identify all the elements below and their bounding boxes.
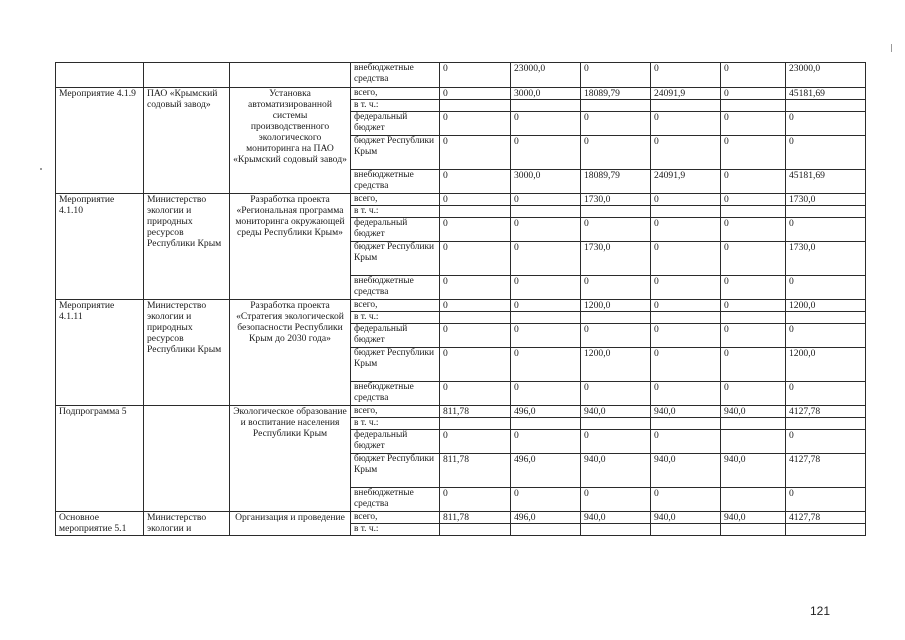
value-cell: 18089,79 bbox=[581, 88, 651, 100]
value-cell: 4127,78 bbox=[786, 512, 866, 524]
funding-source-cell: бюджет Республики Крым bbox=[351, 348, 440, 382]
value-cell: 0 bbox=[440, 218, 511, 242]
value-cell: 940,0 bbox=[581, 406, 651, 418]
value-cell: 940,0 bbox=[581, 512, 651, 524]
value-cell: 3000,0 bbox=[511, 88, 581, 100]
value-cell bbox=[651, 418, 721, 430]
value-cell: 0 bbox=[651, 276, 721, 300]
description-cell: Экологическое образование и воспитание населения Республики Крым bbox=[230, 406, 351, 512]
value-cell: 24091,9 bbox=[651, 88, 721, 100]
value-cell: 0 bbox=[651, 63, 721, 88]
value-cell: 0 bbox=[786, 136, 866, 170]
value-cell bbox=[511, 100, 581, 112]
value-cell bbox=[786, 524, 866, 536]
funding-source-cell: федеральный бюджет bbox=[351, 430, 440, 454]
funding-source-cell: бюджет Республики Крым bbox=[351, 454, 440, 488]
value-cell: 1730,0 bbox=[786, 194, 866, 206]
value-cell: 0 bbox=[581, 136, 651, 170]
value-cell: 0 bbox=[511, 218, 581, 242]
executor-cell bbox=[144, 406, 230, 512]
event-cell: Подпрограмма 5 bbox=[56, 406, 144, 512]
value-cell bbox=[511, 312, 581, 324]
value-cell bbox=[651, 206, 721, 218]
value-cell: 0 bbox=[786, 276, 866, 300]
value-cell: 940,0 bbox=[581, 454, 651, 488]
value-cell bbox=[786, 206, 866, 218]
value-cell: 24091,9 bbox=[651, 170, 721, 194]
funding-source-cell: бюджет Республики Крым bbox=[351, 136, 440, 170]
value-cell: 0 bbox=[721, 194, 786, 206]
value-cell: 1200,0 bbox=[786, 300, 866, 312]
funding-source-cell: бюджет Республики Крым bbox=[351, 242, 440, 276]
value-cell bbox=[440, 524, 511, 536]
value-cell: 0 bbox=[721, 136, 786, 170]
value-cell: 1730,0 bbox=[786, 242, 866, 276]
value-cell bbox=[651, 524, 721, 536]
funding-source-cell: всего, bbox=[351, 88, 440, 100]
value-cell: 0 bbox=[511, 488, 581, 512]
value-cell bbox=[511, 418, 581, 430]
funding-source-cell: внебюджетные средства bbox=[351, 382, 440, 406]
value-cell: 811,78 bbox=[440, 512, 511, 524]
value-cell: 0 bbox=[440, 112, 511, 136]
event-cell bbox=[56, 63, 144, 88]
value-cell: 496,0 bbox=[511, 454, 581, 488]
funding-source-cell: федеральный бюджет bbox=[351, 112, 440, 136]
value-cell: 0 bbox=[581, 276, 651, 300]
value-cell: 0 bbox=[786, 488, 866, 512]
executor-cell: Министерство экологии и природных ресурсов Республики Крым bbox=[144, 194, 230, 300]
value-cell bbox=[786, 418, 866, 430]
value-cell: 0 bbox=[581, 382, 651, 406]
value-cell: 0 bbox=[651, 348, 721, 382]
value-cell: 0 bbox=[721, 348, 786, 382]
value-cell: 0 bbox=[581, 324, 651, 348]
value-cell: 0 bbox=[721, 276, 786, 300]
value-cell bbox=[581, 100, 651, 112]
value-cell: 0 bbox=[440, 276, 511, 300]
value-cell: 0 bbox=[721, 63, 786, 88]
value-cell bbox=[651, 312, 721, 324]
value-cell: 23000,0 bbox=[511, 63, 581, 88]
value-cell: 0 bbox=[721, 170, 786, 194]
value-cell: 0 bbox=[440, 136, 511, 170]
page-number: 121 bbox=[810, 604, 831, 618]
value-cell: 4127,78 bbox=[786, 406, 866, 418]
value-cell: 0 bbox=[440, 63, 511, 88]
funding-source-cell: в т. ч.: bbox=[351, 100, 440, 112]
value-cell: 0 bbox=[440, 194, 511, 206]
value-cell: 0 bbox=[511, 276, 581, 300]
value-cell bbox=[786, 100, 866, 112]
value-cell: 0 bbox=[581, 430, 651, 454]
event-cell: Мероприятие 4.1.10 bbox=[56, 194, 144, 300]
value-cell: 811,78 bbox=[440, 406, 511, 418]
value-cell: 1200,0 bbox=[786, 348, 866, 382]
value-cell: 0 bbox=[651, 136, 721, 170]
value-cell: 0 bbox=[651, 242, 721, 276]
value-cell: 940,0 bbox=[721, 512, 786, 524]
value-cell: 0 bbox=[721, 88, 786, 100]
value-cell bbox=[721, 524, 786, 536]
value-cell: 0 bbox=[440, 88, 511, 100]
value-cell: 0 bbox=[651, 382, 721, 406]
value-cell: 0 bbox=[721, 300, 786, 312]
description-cell: Разработка проекта «Региональная программа мониторинга окружающей среды Республики Крым» bbox=[230, 194, 351, 300]
value-cell bbox=[721, 100, 786, 112]
value-cell bbox=[581, 418, 651, 430]
value-cell: 0 bbox=[651, 218, 721, 242]
event-cell: Мероприятие 4.1.9 bbox=[56, 88, 144, 194]
value-cell: 0 bbox=[651, 430, 721, 454]
executor-cell: Министерство экологии и bbox=[144, 512, 230, 536]
value-cell: 0 bbox=[511, 430, 581, 454]
funding-source-cell: федеральный бюджет bbox=[351, 218, 440, 242]
funding-source-cell: в т. ч.: bbox=[351, 524, 440, 536]
executor-cell: ПАО «Крымский содовый завод» bbox=[144, 88, 230, 194]
funding-source-cell: всего, bbox=[351, 406, 440, 418]
value-cell bbox=[440, 418, 511, 430]
description-cell bbox=[230, 63, 351, 88]
value-cell: 3000,0 bbox=[511, 170, 581, 194]
executor-cell bbox=[144, 63, 230, 88]
value-cell: 0 bbox=[786, 112, 866, 136]
funding-source-cell: внебюджетные средства bbox=[351, 63, 440, 88]
value-cell bbox=[721, 312, 786, 324]
value-cell: 0 bbox=[511, 136, 581, 170]
value-cell: 0 bbox=[440, 170, 511, 194]
funding-source-cell: всего, bbox=[351, 512, 440, 524]
value-cell: 0 bbox=[581, 488, 651, 512]
table-row bbox=[56, 88, 866, 100]
value-cell: 0 bbox=[721, 382, 786, 406]
description-cell: Организация и проведение bbox=[230, 512, 351, 536]
scan-speck bbox=[891, 44, 892, 52]
value-cell: 0 bbox=[786, 382, 866, 406]
value-cell: 0 bbox=[440, 430, 511, 454]
funding-source-cell: федеральный бюджет bbox=[351, 324, 440, 348]
funding-source-cell: всего, bbox=[351, 300, 440, 312]
value-cell: 45181,69 bbox=[786, 170, 866, 194]
value-cell: 940,0 bbox=[651, 512, 721, 524]
value-cell: 0 bbox=[581, 63, 651, 88]
executor-cell: Министерство экологии и природных ресурсов Республики Крым bbox=[144, 300, 230, 406]
value-cell: 940,0 bbox=[721, 454, 786, 488]
value-cell bbox=[440, 100, 511, 112]
value-cell bbox=[651, 100, 721, 112]
value-cell: 0 bbox=[511, 348, 581, 382]
value-cell: 940,0 bbox=[651, 454, 721, 488]
scan-speck bbox=[40, 168, 42, 170]
value-cell bbox=[721, 206, 786, 218]
value-cell: 0 bbox=[651, 112, 721, 136]
funding-source-cell: всего, bbox=[351, 194, 440, 206]
value-cell bbox=[581, 524, 651, 536]
funding-source-cell: внебюджетные средства bbox=[351, 170, 440, 194]
value-cell: 0 bbox=[581, 112, 651, 136]
table-row bbox=[56, 300, 866, 312]
value-cell: 0 bbox=[440, 382, 511, 406]
value-cell: 0 bbox=[581, 218, 651, 242]
value-cell: 0 bbox=[440, 242, 511, 276]
table-row bbox=[56, 194, 866, 206]
value-cell: 0 bbox=[651, 324, 721, 348]
value-cell bbox=[581, 312, 651, 324]
description-cell: Разработка проекта «Стратегия экологической безопасности Республики Крым до 2030 года» bbox=[230, 300, 351, 406]
value-cell: 45181,69 bbox=[786, 88, 866, 100]
value-cell: 0 bbox=[440, 324, 511, 348]
value-cell: 0 bbox=[651, 194, 721, 206]
value-cell: 811,78 bbox=[440, 454, 511, 488]
value-cell: 0 bbox=[440, 348, 511, 382]
value-cell bbox=[721, 488, 786, 512]
value-cell: 940,0 bbox=[721, 406, 786, 418]
value-cell: 0 bbox=[721, 324, 786, 348]
value-cell: 0 bbox=[511, 324, 581, 348]
value-cell bbox=[440, 312, 511, 324]
value-cell bbox=[721, 430, 786, 454]
value-cell bbox=[721, 418, 786, 430]
event-cell: Мероприятие 4.1.11 bbox=[56, 300, 144, 406]
funding-source-cell: в т. ч.: bbox=[351, 312, 440, 324]
description-cell: Установка автоматизированной системы производственного экологического мониторинга на ПАО «Крымский содовый завод» bbox=[230, 88, 351, 194]
value-cell: 0 bbox=[786, 324, 866, 348]
value-cell: 1200,0 bbox=[581, 348, 651, 382]
event-cell: Основное мероприятие 5.1 bbox=[56, 512, 144, 536]
table-row bbox=[56, 406, 866, 418]
value-cell: 1730,0 bbox=[581, 242, 651, 276]
funding-source-cell: в т. ч.: bbox=[351, 206, 440, 218]
value-cell bbox=[440, 206, 511, 218]
value-cell: 0 bbox=[511, 112, 581, 136]
value-cell: 0 bbox=[511, 382, 581, 406]
value-cell: 0 bbox=[511, 242, 581, 276]
value-cell: 1730,0 bbox=[581, 194, 651, 206]
value-cell: 1200,0 bbox=[581, 300, 651, 312]
value-cell: 940,0 bbox=[651, 406, 721, 418]
funding-source-cell: внебюджетные средства bbox=[351, 276, 440, 300]
table-row bbox=[56, 512, 866, 524]
value-cell: 23000,0 bbox=[786, 63, 866, 88]
value-cell bbox=[511, 206, 581, 218]
value-cell: 496,0 bbox=[511, 406, 581, 418]
value-cell: 0 bbox=[511, 194, 581, 206]
value-cell: 0 bbox=[721, 112, 786, 136]
funding-source-cell: в т. ч.: bbox=[351, 418, 440, 430]
value-cell: 0 bbox=[511, 300, 581, 312]
value-cell: 0 bbox=[721, 218, 786, 242]
value-cell: 0 bbox=[651, 488, 721, 512]
value-cell bbox=[511, 524, 581, 536]
value-cell: 0 bbox=[440, 300, 511, 312]
value-cell: 496,0 bbox=[511, 512, 581, 524]
budget-table bbox=[55, 62, 866, 536]
value-cell: 0 bbox=[786, 430, 866, 454]
value-cell bbox=[786, 312, 866, 324]
value-cell: 4127,78 bbox=[786, 454, 866, 488]
value-cell: 0 bbox=[440, 488, 511, 512]
value-cell: 0 bbox=[651, 300, 721, 312]
funding-source-cell: внебюджетные средства bbox=[351, 488, 440, 512]
value-cell bbox=[581, 206, 651, 218]
value-cell: 0 bbox=[786, 218, 866, 242]
value-cell: 0 bbox=[721, 242, 786, 276]
value-cell: 18089,79 bbox=[581, 170, 651, 194]
table-row bbox=[56, 63, 866, 88]
budget-table-body bbox=[56, 63, 866, 536]
